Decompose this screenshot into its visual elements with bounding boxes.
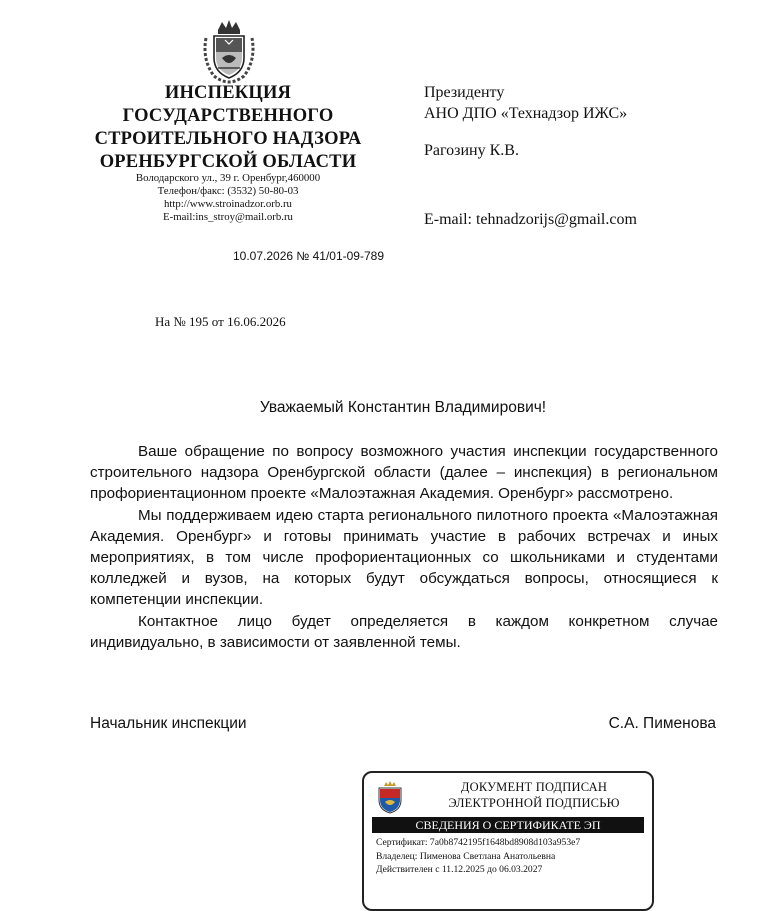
sender-phone: Телефон/факс: (3532) 50-80-03 [157,185,299,197]
recipient-position: Президенту [424,84,505,101]
sender-org-line: ИНСПЕКЦИЯ [164,83,292,103]
certificate-details [376,836,580,877]
stamp-title [424,779,644,811]
certificate-info-bar: СВЕДЕНИЯ О СЕРТИФИКАТЕ ЭП [372,817,644,833]
certificate-owner: Владелец: Пименова Светлана Анатольевна [376,850,556,862]
registration-number: 10.07.2026 № 41/01-09-789 [233,249,384,263]
sender-website[interactable]: http://www.stroinadzor.orb.ru [164,198,292,210]
sender-org-line: ГОСУДАРСТВЕННОГО [122,106,334,126]
letter-body [90,441,718,653]
signer-name: С.А. Пименова [608,715,716,732]
signer-title: Начальник инспекции [90,715,247,732]
sender-org-line: СТРОИТЕЛЬНОГО НАДЗОРА [94,129,362,149]
stamp-title-line: ЭЛЕКТРОННОЙ ПОДПИСЬЮ [448,796,620,810]
orenburg-shield-icon [373,780,407,814]
recipient-name: Рагозину К.В. [424,142,519,159]
certificate-validity: Действителен с 11.12.2025 до 06.03.2027 [376,864,543,875]
body-paragraph: Контактное лицо будет определяется в каждом конкретном случае индивидуально, в зависимости от заявленной темы. [90,612,718,651]
recipient-email[interactable]: E-mail: tehnadzorijs@gmail.com [424,211,637,228]
sender-org-name [78,82,378,174]
sender-contacts [108,172,348,224]
sender-address: Володарского ул., 39 г. Оренбург,460000 [135,172,321,184]
electronic-signature-stamp [362,771,654,911]
orenburg-coat-of-arms-icon [200,18,258,84]
recipient-org: АНО ДПО «Технадзор ИЖС» [424,105,628,122]
recipient-block [424,82,754,230]
reply-reference: На № 195 от 16.06.2026 [155,314,286,329]
certificate-serial: Сертификат: 7a0b8742195f1648bd8908d103a953e7 [376,837,581,848]
body-paragraph: Мы поддерживаем идею старта регионального пилотного проекта «Малоэтажная Академия. Оренбург» и готовы принимать участие в рабочих встречах и иных мероприятиях, в том числе профориентационных со школьниками и студентами колледжей и вузов, на которых будут обсуждаться вопросы, относящиеся к компетенции инспекции. [90,506,718,609]
greeting: Уважаемый Константин Владимирович! [259,399,547,416]
body-paragraph: Ваше обращение по вопросу возможного участия инспекции государственного строительного надзора Оренбургской области (далее – инспекция) в региональном профориентационном проекте «Малоэтажная Академия. Оренбург» рассмотрено. [90,443,718,503]
sender-org-line: ОРЕНБУРГСКОЙ ОБЛАСТИ [99,152,357,172]
sender-email[interactable]: E-mail:ins_stroy@mail.orb.ru [163,211,293,223]
stamp-title-line: ДОКУМЕНТ ПОДПИСАН [460,780,608,794]
